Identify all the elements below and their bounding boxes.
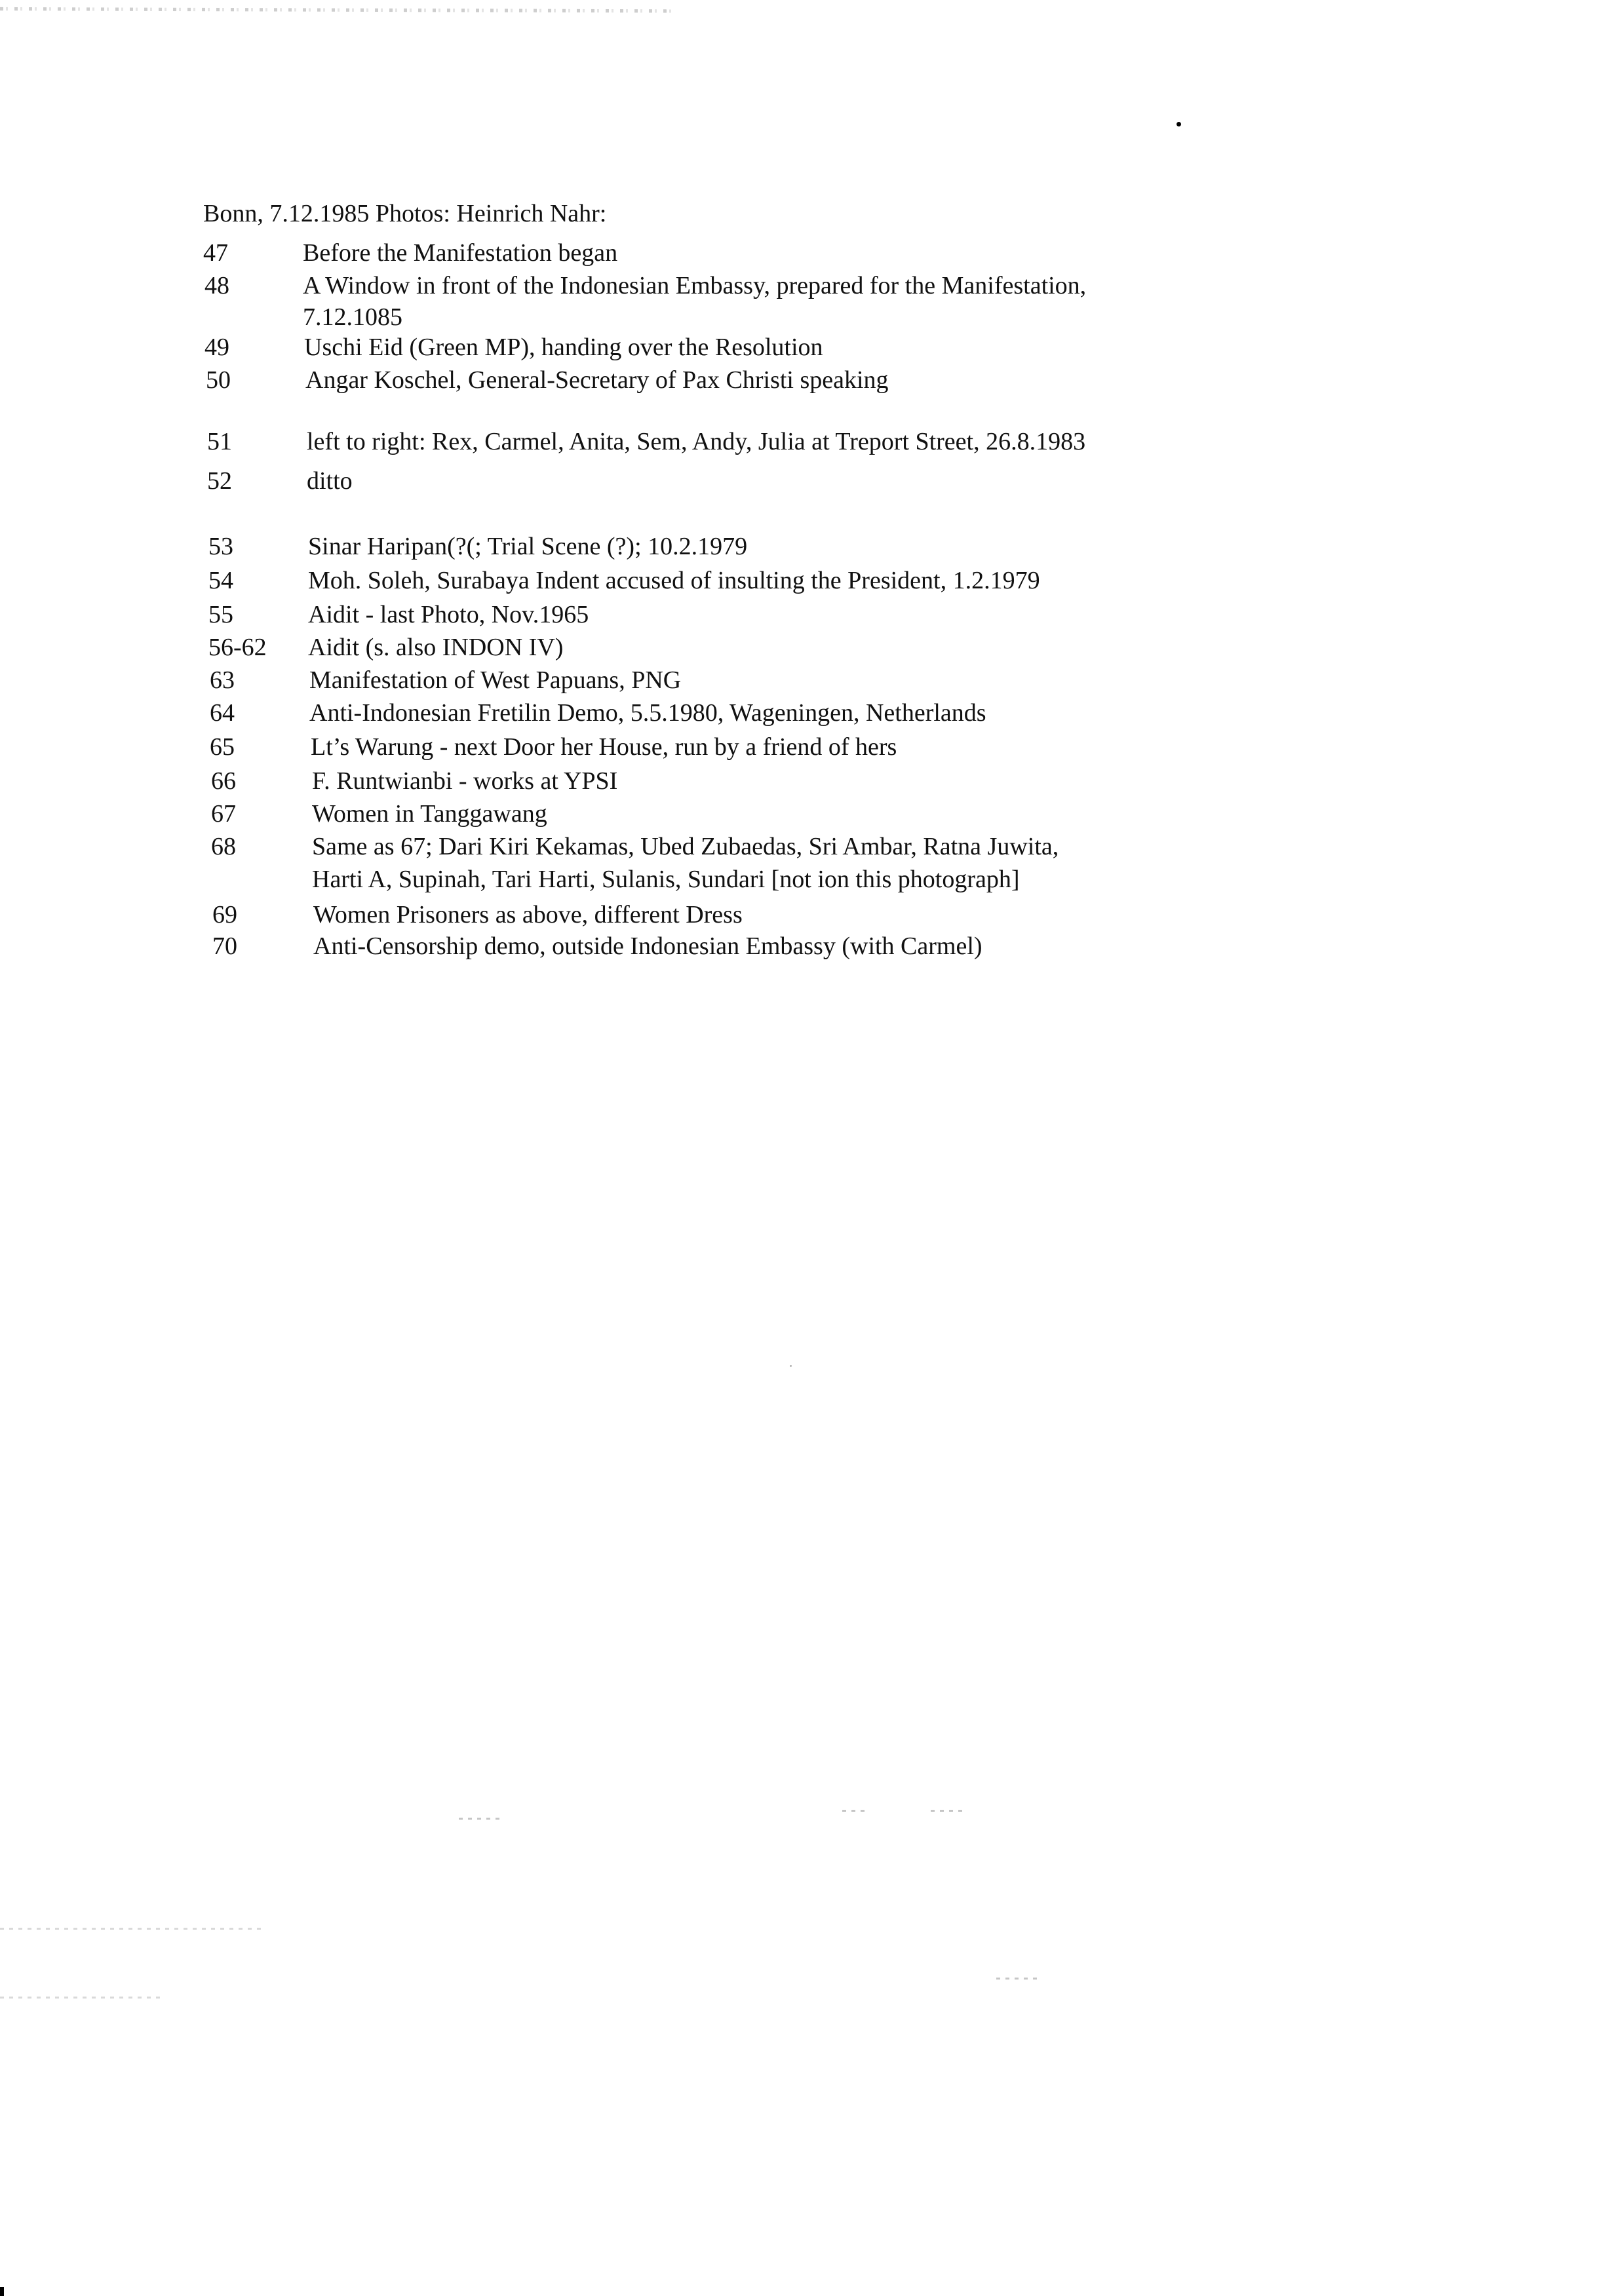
scan-speck [0,2287,4,2296]
scan-noise [931,1810,963,1812]
item-description: Lt’s Warung - next Door her House, run by a friend of hers [311,733,897,761]
item-description: Sinar Haripan(?(; Trial Scene (?); 10.2.1979 [308,533,748,560]
scan-noise [842,1810,868,1812]
item-description: Angar Koschel, General-Secretary of Pax Christi speaking [305,366,889,394]
item-number: 69 [212,901,237,928]
item-number: 63 [210,666,235,694]
item-number: 47 [203,239,228,267]
item-number: 64 [210,699,235,727]
item-number: 54 [208,567,233,594]
item-description: Women Prisoners as above, different Dress [313,901,743,928]
item-number: 53 [208,533,233,560]
item-description: A Window in front of the Indonesian Embassy, prepared for the Manifestation, [303,272,1087,299]
item-description: Women in Tanggawang [312,800,547,828]
item-description: Anti-Indonesian Fretilin Demo, 5.5.1980, Wageningen, Netherlands [309,699,986,727]
scan-noise [0,1997,164,1999]
item-number: 51 [207,428,232,455]
item-number: 50 [206,366,231,394]
item-number: 49 [204,334,229,361]
scan-speck [1177,122,1181,126]
item-description: Moh. Soleh, Surabaya Indent accused of insulting the President, 1.2.1979 [308,567,1040,594]
item-description: Uschi Eid (Green MP), handing over the Resolution [304,334,823,361]
scan-noise [996,1978,1042,1980]
item-description-continued: Harti A, Supinah, Tari Harti, Sulanis, Sundari [not ion this photograph] [312,866,1020,893]
scan-noise [459,1818,505,1820]
item-description: Same as 67; Dari Kiri Kekamas, Ubed Zubaedas, Sri Ambar, Ratna Juwita, [312,833,1059,860]
item-number: 56-62 [208,634,267,661]
item-description: Aidit (s. also INDON IV) [308,634,564,661]
item-number: 48 [204,272,229,299]
item-description: ditto [307,467,353,495]
item-number: 70 [212,932,237,960]
item-description: Before the Manifestation began [303,239,618,267]
item-number: 67 [211,800,236,828]
item-description: Aidit - last Photo, Nov.1965 [308,601,589,628]
item-number: 55 [208,601,233,628]
document-heading: Bonn, 7.12.1985 Photos: Heinrich Nahr: [203,200,607,227]
item-description-continued: 7.12.1085 [303,303,402,331]
item-number: 52 [207,467,232,495]
scan-speck [790,1365,792,1367]
item-description: Anti-Censorship demo, outside Indonesian Embassy (with Carmel) [313,932,983,960]
item-description: left to right: Rex, Carmel, Anita, Sem, Andy, Julia at Treport Street, 26.8.1983 [307,428,1086,455]
item-number: 68 [211,833,236,860]
item-description: F. Runtwianbi - works at YPSI [312,767,618,795]
item-description: Manifestation of West Papuans, PNG [309,666,682,694]
scan-noise [0,1928,262,1930]
item-number: 65 [210,733,235,761]
item-number: 66 [211,767,236,795]
scan-edge-artifact [0,0,675,17]
